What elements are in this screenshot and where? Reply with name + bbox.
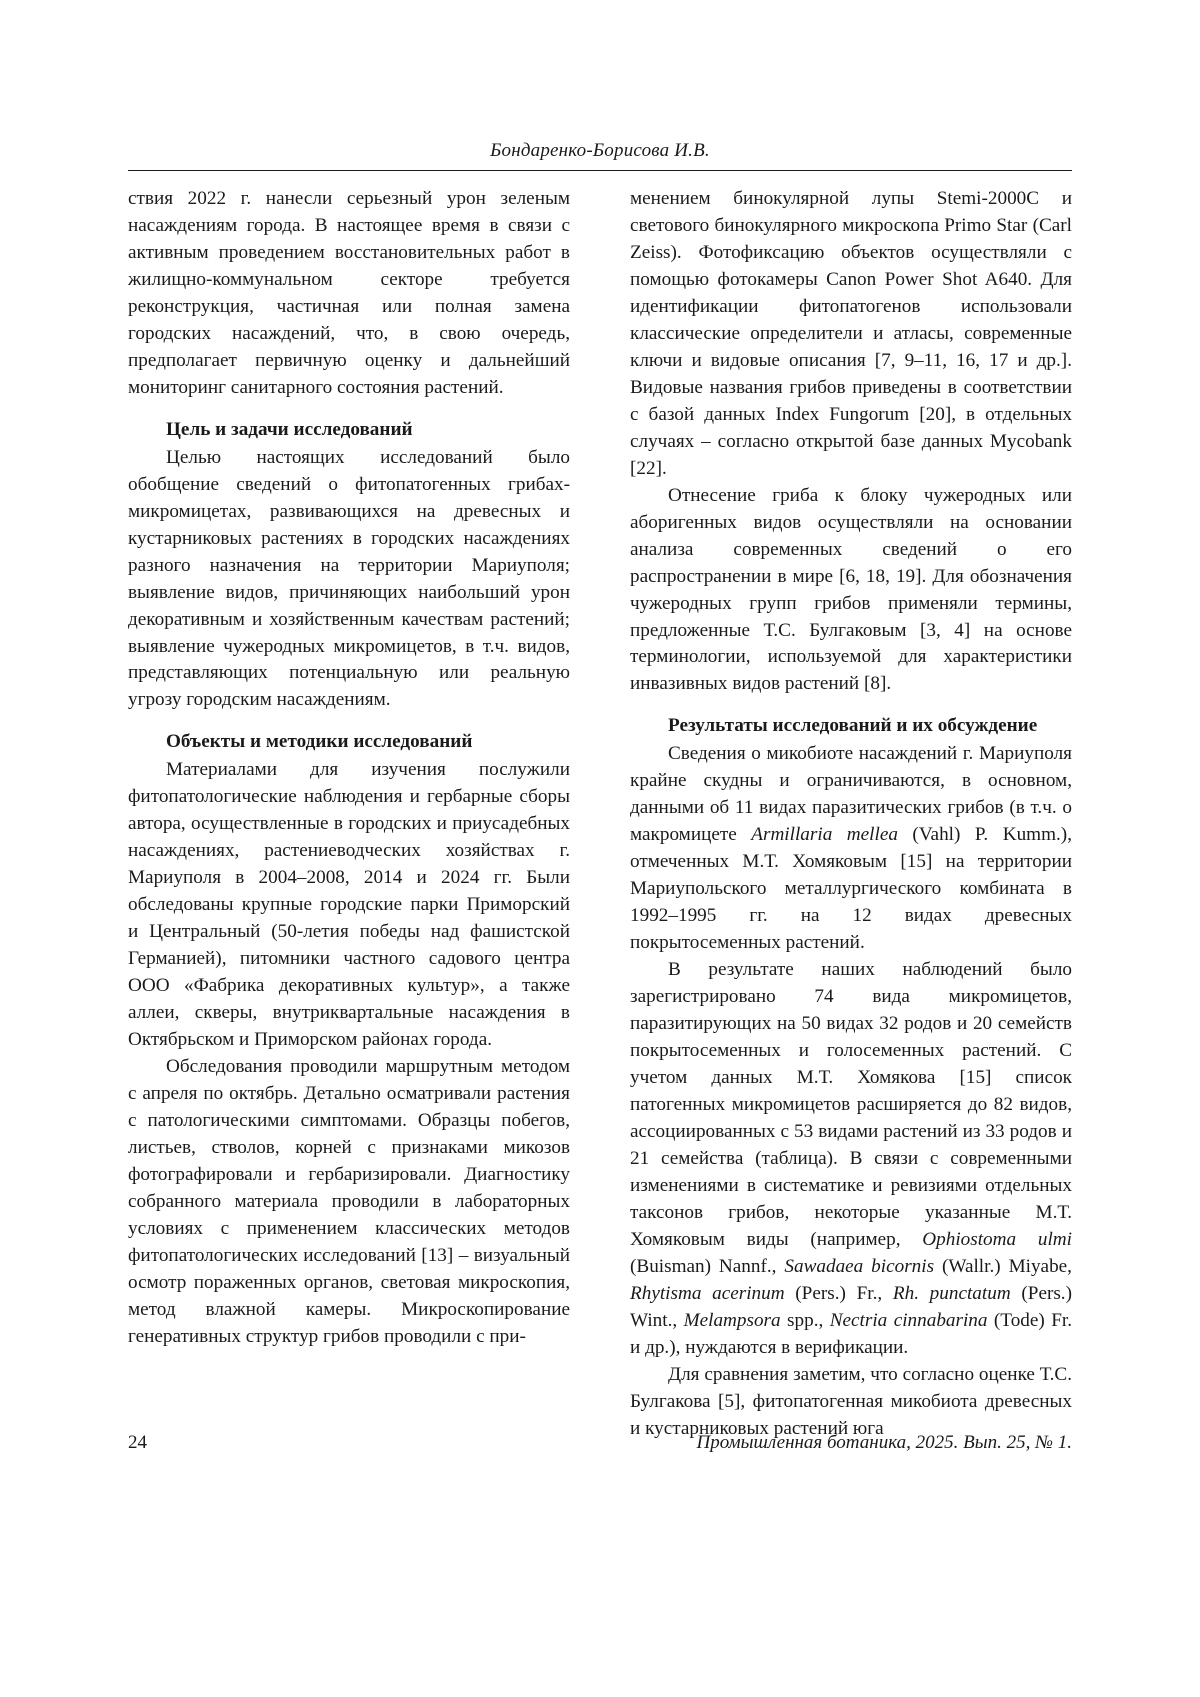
running-head: Бондаренко-Борисова И.В. (490, 140, 710, 161)
paragraph: Обследования проводили маршрутным методом с апреля по октябрь. Детально осматривали растения с патологическими симптомами. Образцы побегов, листьев, стволов, корней с признаками микозов фотографировали и гербаризировали. Диагностику собранного материала проводили в лабораторных условиях с применением классических методов фитопатологических исследований [13] – визуальный осмотр пораженных органов, световая микроскопия, метод влажной камеры. Микроскопирование генеративных структур грибов проводили с при- (128, 1056, 570, 1347)
paragraph: Отнесение гриба к блоку чужеродных или аборигенных видов осуществляли на основании анализа современных сведений о его распространении в мире [6, 18, 19]. Для обозначения чужеродных групп грибов применяли термины, предложенные Т.С. Булгаковым [3, 4] на основе терминологии, используемой для характеристики инвазивных видов растений [8]. (630, 484, 1072, 695)
section-heading-results: Результаты исследований и их обсуждение (668, 715, 1038, 737)
section-heading-goals: Цель и задачи исследований (166, 418, 413, 440)
text-run: (Tode) Fr. и др.), нуждаются в верификации. (630, 1309, 1072, 1358)
text-run: (Pers.) Fr., (784, 1282, 893, 1304)
text-run: В результате наших наблюдений было зарегистрировано 74 вида микромицетов, паразитирующих на 50 видах 32 родов и 20 семейств покрытосеменных и голосеменных растений. С учетом данных М.Т. Хомякова [15] список патогенных микромицетов расширяется до 82 видов, ассоциированных с 53 видами растений из 33 родов и 21 семейства (таблица). В связи с современными изменениями в систематике и ревизиями отдельных таксонов грибов, некоторые указанные М.Т. Хомяковым виды (например, (630, 959, 1072, 1250)
journal-citation: Промышленная ботаника, 2025. Вып. 25, № 1. (696, 1432, 1072, 1453)
page-footer (128, 1432, 1072, 1454)
text-run: (Pers.) Wint., (630, 1282, 1072, 1331)
right-column (630, 186, 1072, 1439)
header-rule (128, 170, 1072, 171)
paragraph: Целью настоящих исследований было обобщение сведений о фитопатогенных грибах-микромицетах, развивающихся на древесных и кустарниковых растениях в городских насаждениях разного назначения на территории Мариуполя; выявление видов, причиняющих наибольший урон декоративным и хозяйственным качествам растений; выявление чужеродных микромицетов, в т.ч. видов, представляющих потенциальную или реальную угрозу городским насаждениям. (128, 446, 570, 711)
body-columns (128, 186, 1072, 1439)
paragraph: Для сравнения заметим, что согласно оценке Т.С. Булгакова [5], фитопатогенная микобиота древесных и кустарниковых растений юга (630, 1363, 1072, 1439)
species-name: Melampsora (683, 1309, 781, 1331)
paragraph (630, 957, 1072, 1362)
text-run: Сведения о микобиоте насаждений г. Мариуполя крайне скудны и ограничиваются, в основном, данными об 11 видах паразитических грибов (в т.ч. о макромицете (630, 743, 1072, 846)
species-name: Nectria cinnabarina (829, 1309, 988, 1331)
page-number: 24 (128, 1432, 147, 1453)
paragraph: ствия 2022 г. нанесли серьезный урон зеленым насаждениям города. В настоящее время в связи с активным проведением восстановительных работ в жилищно-коммунальном секторе требуется реконструкция, частичная или полная замена городских насаждений, что, в свою очередь, предполагает первичную оценку и дальнейший мониторинг санитарного состояния растений. (128, 188, 570, 398)
paragraph: Материалами для изучения послужили фитопатологические наблюдения и гербарные сборы автора, осуществленные в городских и приусадебных насаждениях, растениеводческих хозяйствах г. Мариуполя в 2004–2008, 2014 и 2024 гг. Были обследованы крупные городские парки Приморский и Центральный (50-летия победы над фашистской Германией), питомники частного садового центра ООО «Фабрика декоративных культур», а также аллеи, скверы, внутриквартальные насаждения в Октябрьском и Приморском районах города. (128, 759, 570, 1051)
species-name: Rh. punctatum (892, 1282, 1011, 1304)
paragraph (630, 741, 1072, 957)
text-run: (Buisman) Nannf., (630, 1255, 785, 1277)
species-name: Armillaria mellea (751, 824, 898, 846)
text-run: (Wallr.) Miyabe, (934, 1255, 1072, 1277)
species-name: Ophiostoma ulmi (922, 1228, 1072, 1250)
species-name: Sawadaea bicornis (784, 1255, 935, 1277)
species-name: Rhytisma acerinum (630, 1282, 785, 1304)
text-run: spp., (780, 1309, 830, 1331)
paragraph: менением бинокулярной лупы Stemi-2000C и светового бинокулярного микроскопа Primo Star (Carl Zeiss). Фотофиксацию объектов осуществляли с помощью фотокамеры Canon Power Shot A640. Для идентификации фитопатогенов использовали классические определители и атласы, современные ключи и видовые описания [7, 9–11, 16, 17 и др.]. Видовые названия грибов приведены в соответствии с базой данных Index Fungorum [20], в отдельных случаях – согласно открытой базе данных Mycobank [22]. (630, 188, 1072, 479)
section-heading-methods: Объекты и методики исследований (166, 731, 473, 753)
text-run: (Vahl) P. Kumm.), отмеченных М.Т. Хомяковым [15] на территории Мариупольского металлургического комбината в 1992–1995 гг. на 12 видах древесных покрытосеменных растений. (630, 824, 1072, 954)
left-column (128, 186, 570, 1396)
